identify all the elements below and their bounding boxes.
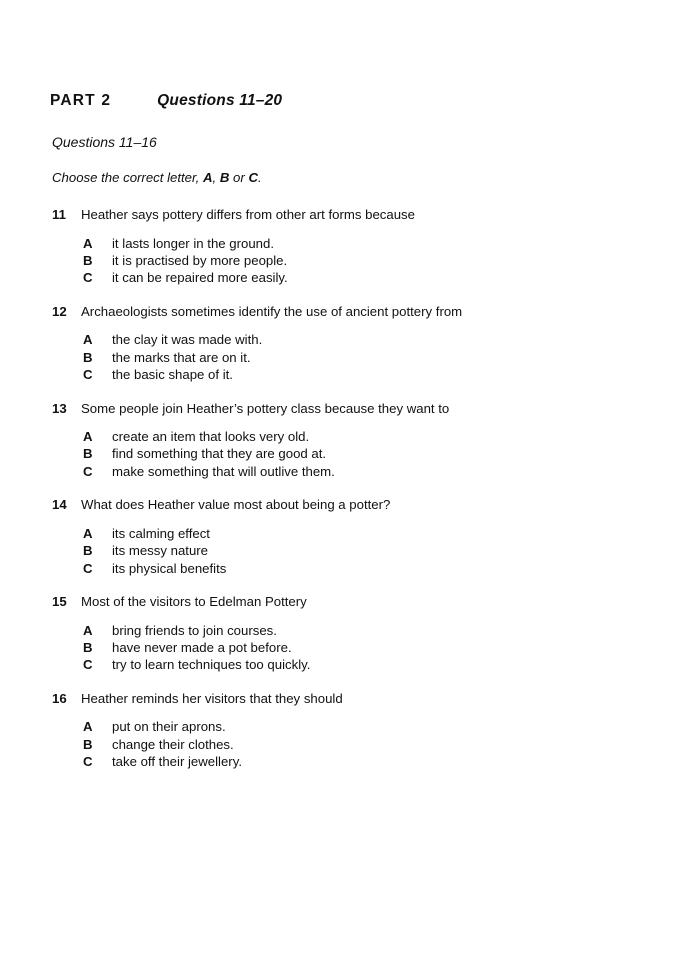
option-text: change their clothes. [112,736,234,752]
option-letter: B [83,736,93,752]
option-text: create an item that looks very old. [112,429,310,445]
option-text: its physical benefits [112,560,227,576]
option-text: it is practised by more people. [112,252,288,268]
option-text: make something that will outlive them. [112,463,335,479]
option-letter: C [83,560,93,576]
option-row[interactable] [81,622,640,639]
question-block [50,594,640,674]
options-list [81,525,640,577]
option-letter: B [83,446,93,462]
option-text: the basic shape of it. [112,367,233,383]
instruction-letter-b: B [219,170,230,185]
option-row[interactable] [81,639,640,656]
instruction-text-pre: Choose the correct letter, [52,170,203,185]
instruction-or: or [229,170,249,185]
instruction-letter-c: C [248,170,258,185]
option-text: the clay it was made with. [112,332,263,348]
instruction-period: . [257,170,262,185]
question-number: 14 [52,497,67,513]
part-header [50,92,640,110]
question-block [50,497,640,577]
option-row[interactable] [81,269,640,286]
option-letter: A [83,525,93,541]
question-block [50,304,640,384]
option-row[interactable] [81,656,640,673]
option-letter: B [83,349,93,365]
instruction-comma: , [212,170,220,185]
part-questions-range: Questions 11–20 [157,92,283,109]
option-row[interactable] [81,445,640,462]
question-number: 16 [52,690,67,706]
option-row[interactable] [81,542,640,559]
options-list [81,428,640,480]
question-stem [50,497,640,514]
option-text: its calming effect [112,525,210,541]
option-row[interactable] [81,349,640,366]
options-list [81,622,640,674]
option-text: bring friends to join courses. [112,622,277,638]
question-block [50,401,640,481]
option-row[interactable] [81,560,640,577]
question-stem [50,304,640,321]
option-text: put on their aprons. [112,719,226,735]
option-text: have never made a pot before. [112,639,292,655]
question-text: Archaeologists sometimes identify the use of ancient pottery from [81,303,463,319]
option-letter: A [83,622,93,638]
question-text: What does Heather value most about being a potter? [81,497,391,513]
option-row[interactable] [81,463,640,480]
option-letter: A [83,719,93,735]
question-number: 15 [52,594,67,610]
question-text: Most of the visitors to Edelman Pottery [81,594,307,610]
option-letter: A [83,235,93,251]
part-label: PART 2 [50,92,112,109]
option-row[interactable] [81,718,640,735]
option-row[interactable] [81,736,640,753]
option-text: take off their jewellery. [112,754,242,770]
question-number: 13 [52,400,67,416]
option-text: find something that they are good at. [112,446,327,462]
question-stem [50,207,640,224]
section-question-range: Questions 11–16 [52,134,157,150]
option-row[interactable] [81,525,640,542]
option-letter: C [83,367,93,383]
question-block [50,691,640,771]
option-letter: C [83,270,93,286]
question-stem [50,594,640,611]
question-text: Heather reminds her visitors that they should [81,690,343,706]
option-row[interactable] [81,331,640,348]
option-letter: B [83,543,93,559]
options-list [81,331,640,383]
options-list [81,718,640,770]
option-text: try to learn techniques too quickly. [112,657,311,673]
question-number: 11 [52,207,66,222]
option-letter: C [83,463,93,479]
option-row[interactable] [81,235,640,252]
question-text: Heather says pottery differs from other art forms because [81,207,415,222]
option-letter: C [83,754,93,770]
section-instruction [52,170,640,185]
question-block [50,207,640,287]
question-number: 12 [52,303,67,319]
option-letter: C [83,657,93,673]
question-stem [50,691,640,708]
option-text: its messy nature [112,543,209,559]
option-row[interactable] [81,366,640,383]
option-row[interactable] [81,753,640,770]
option-row[interactable] [81,428,640,445]
instruction-letter-a: A [203,170,213,185]
option-row[interactable] [81,252,640,269]
options-list [81,235,640,287]
option-letter: A [83,429,93,445]
option-letter: B [83,252,93,268]
option-letter: A [83,332,93,348]
option-text: it can be repaired more easily. [112,270,288,286]
question-text: Some people join Heather’s pottery class because they want to [81,400,450,416]
option-letter: B [83,639,93,655]
question-stem [50,401,640,418]
page-content [50,92,640,788]
option-text: it lasts longer in the ground. [112,235,275,251]
option-text: the marks that are on it. [112,349,251,365]
